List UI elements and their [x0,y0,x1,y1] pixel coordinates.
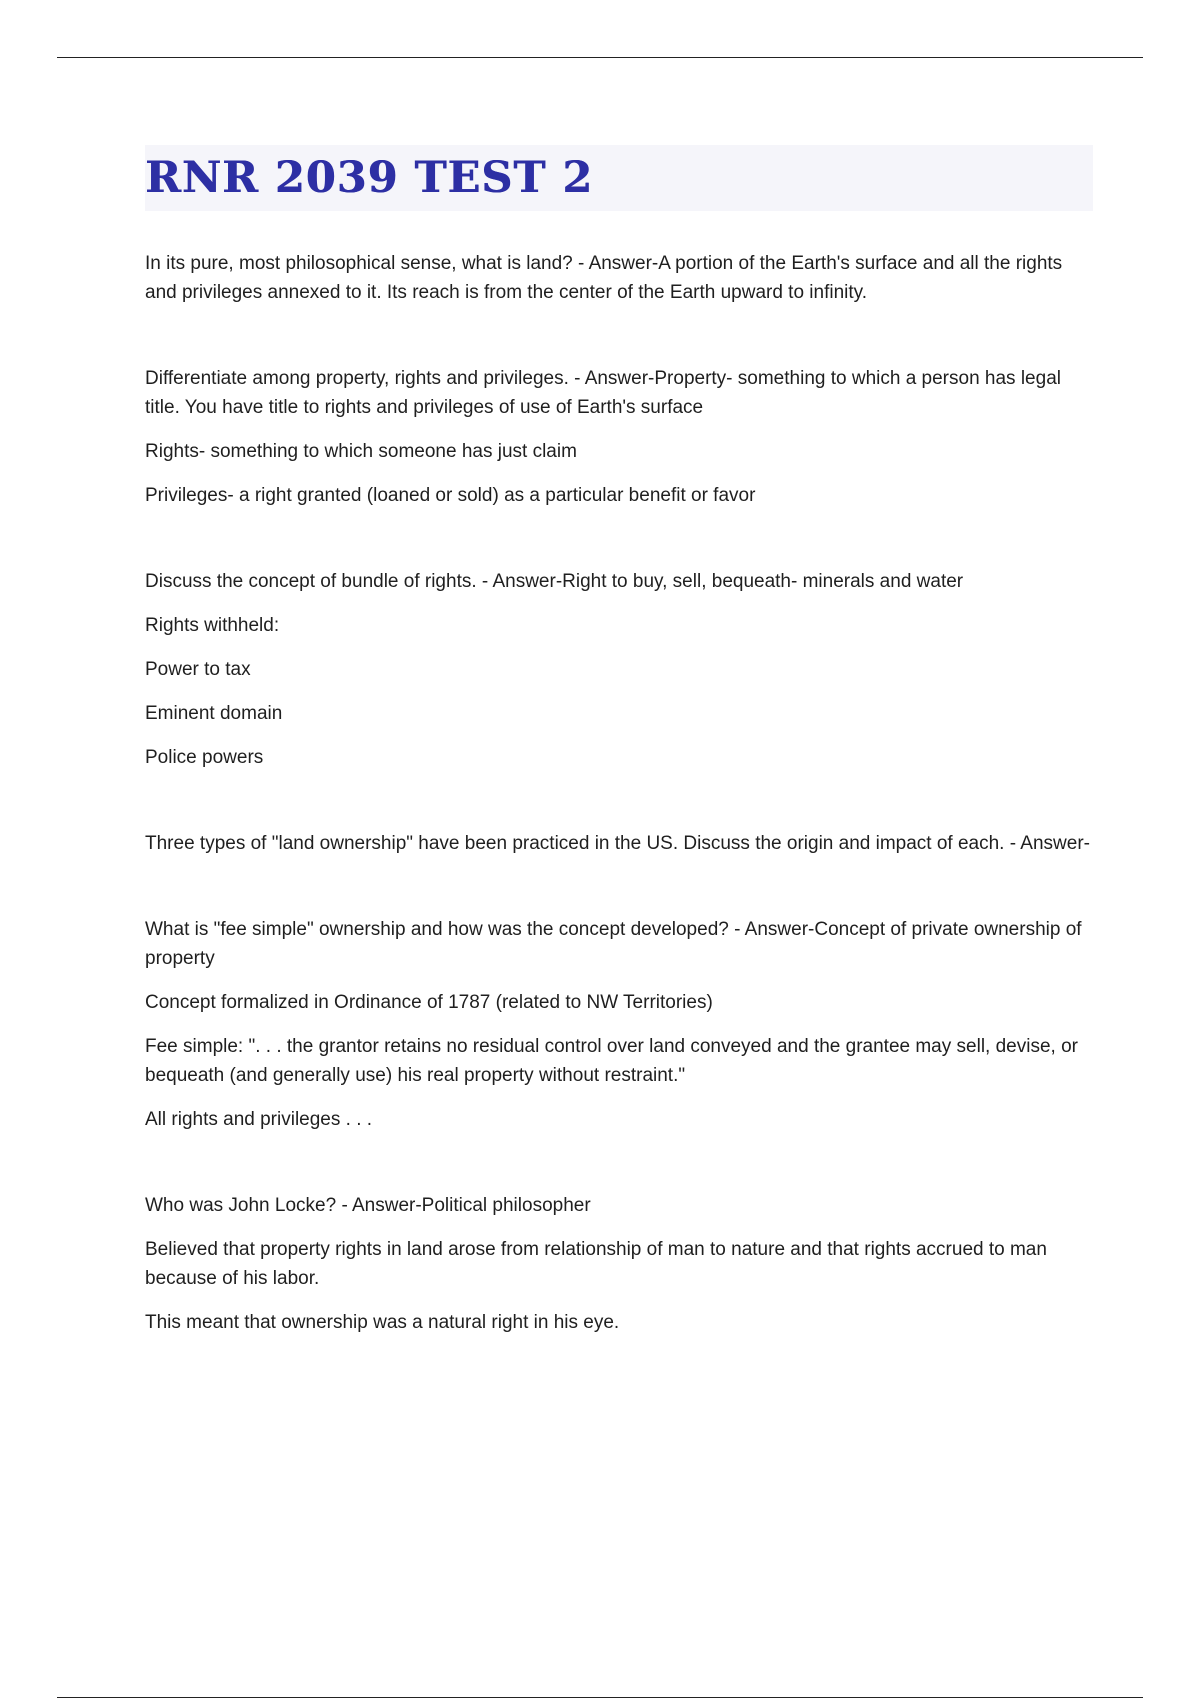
qa-line: Discuss the concept of bundle of rights. - Answer-Right to buy, sell, bequeath- minerals and water [145,571,964,592]
qa-line: Differentiate among property, rights and privileges. - Answer-Property- something to which a person has legal title. You have title to rights and privileges of use of Earth's surface [145,368,1061,418]
qa-line: Eminent domain [145,703,283,724]
qa-line: Who was John Locke? - Answer-Political philosopher [145,1195,591,1216]
qa-entry-fee-simple [145,915,1093,1134]
qa-line: Rights- something to which someone has just claim [145,441,577,462]
qa-line: Believed that property rights in land arose from relationship of man to nature and that rights accrued to man because of his labor. [145,1239,1047,1289]
page-bottom-rule [57,1697,1143,1698]
qa-entry-land-ownership-types [145,829,1093,858]
document-body [145,145,1093,1394]
page-top-rule [57,57,1143,58]
title-band [145,145,1093,211]
qa-line: Concept formalized in Ordinance of 1787 (related to NW Territories) [145,992,713,1013]
qa-line: Police powers [145,747,264,768]
qa-line: Privileges- a right granted (loaned or sold) as a particular benefit or favor [145,485,756,506]
qa-line: Three types of "land ownership" have been practiced in the US. Discuss the origin and impact of each. - Answer- [145,833,1090,854]
qa-line: Fee simple: ". . . the grantor retains no residual control over land conveyed and the grantee may sell, devise, or bequeath (and generally use) his real property without restraint." [145,1036,1078,1086]
qa-line: In its pure, most philosophical sense, what is land? - Answer-A portion of the Earth's surface and all the rights and privileges annexed to it. Its reach is from the center of the Earth upward to infinity. [145,253,1063,303]
document-title: RNR 2039 TEST 2 [145,153,594,203]
qa-entry-bundle-of-rights [145,567,1093,772]
qa-entry-john-locke [145,1191,1093,1337]
qa-entry-land [145,249,1093,307]
qa-line: All rights and privileges . . . [145,1109,373,1130]
qa-line: Rights withheld: [145,615,280,636]
qa-line: What is "fee simple" ownership and how was the concept developed? - Answer-Concept of private ownership of property [145,919,1082,969]
qa-line: This meant that ownership was a natural right in his eye. [145,1312,620,1333]
qa-line: Power to tax [145,659,251,680]
qa-entry-property-rights-privileges [145,364,1093,510]
